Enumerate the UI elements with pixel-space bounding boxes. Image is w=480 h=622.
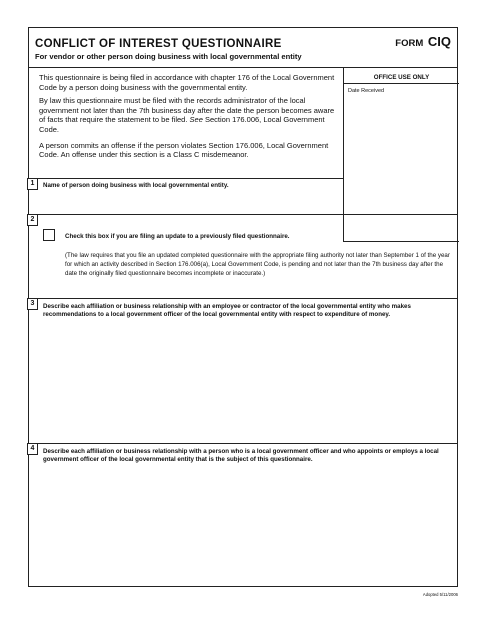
intro-paragraph-2-text: By law this questionnaire must be filed with the records administrator of the local government not later than the 7th business day after the date the person becomes aware of facts that require the statement to be filed.	[39, 96, 335, 125]
form-id	[395, 34, 451, 49]
section-2-note: (The law requires that you file an updated completed questionnaire with the appropriate filing authority not later than September 1 of the year for which an activity described in Section 176.006(a), Local Government Code, is pending and not later than the 7th business day after the date the originally filed questionnaire becomes incomplete or inaccurate.)	[65, 252, 450, 277]
form-header	[29, 28, 457, 68]
section-1-label: Name of person doing business with local governmental entity.	[43, 182, 229, 189]
update-checkbox[interactable]	[43, 229, 55, 241]
section-2-label: Check this box if you are filing an update to a previously filed questionnaire.	[65, 233, 290, 240]
date-received-label: Date Received	[348, 88, 385, 94]
intro-paragraph-2-ref: Section 176.006, Local Government Code.	[39, 115, 325, 134]
section-2-divider	[29, 214, 457, 215]
section-3-divider	[29, 298, 457, 299]
section-3-label: Describe each affiliation or business relationship with an employee or contractor of the local governmental entity who makes recommendations to a local government officer of the local governmental entity with respect to expenditure of money.	[43, 303, 411, 319]
adopted-date: Adopted 5/11/2006	[422, 592, 458, 597]
form-subtitle: For vendor or other person doing business with local governmental entity	[35, 52, 302, 61]
section-4-label: Describe each affiliation or business relationship with a person who is a local government officer and who appoints or employs a local government officer of the local governmental entity that is the subject of this questionnaire.	[43, 448, 439, 464]
intro-see: See	[189, 115, 203, 125]
section-1-number: 1	[27, 178, 38, 190]
form-code: CIQ	[427, 34, 451, 49]
office-use-box	[343, 68, 459, 242]
section-2-number: 2	[27, 214, 38, 226]
section-4-number: 4	[27, 443, 38, 455]
intro-paragraph-3: A person commits an offense if the person violates Section 176.006, Local Government Code. An offense under this section is a Class C misdemeanor.	[39, 140, 329, 160]
office-use-divider	[344, 83, 459, 84]
section-4-divider	[29, 443, 457, 444]
intro-paragraph-1: This questionnaire is being filed in accordance with chapter 176 of the Local Government Code by a person doing business with the governmental entity.	[39, 73, 335, 92]
section-3-number: 3	[27, 298, 38, 310]
office-use-title: OFFICE USE ONLY	[373, 74, 430, 81]
intro-text	[39, 73, 337, 164]
section-1-divider	[29, 178, 343, 179]
form-title: CONFLICT OF INTEREST QUESTIONNAIRE	[35, 38, 282, 50]
form-frame	[28, 27, 458, 587]
form-label: FORM	[395, 38, 424, 49]
intro-paragraph-2	[39, 96, 337, 134]
